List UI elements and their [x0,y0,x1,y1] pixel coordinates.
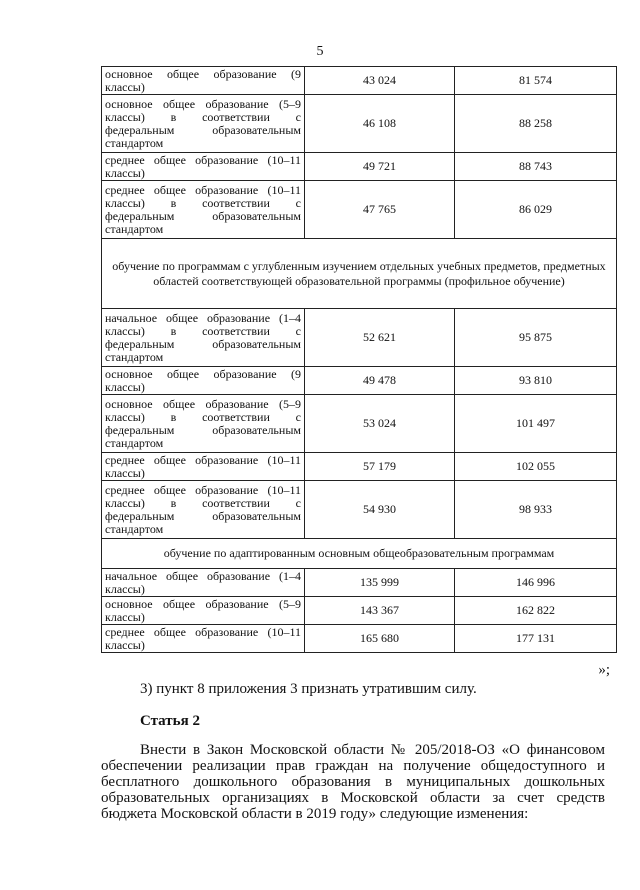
section-row [102,239,617,309]
article-heading: Статья 2 [140,713,200,729]
row-value-1: 47 765 [305,181,455,239]
table-row [102,481,617,539]
row-value-2: 162 822 [455,597,617,625]
row-value-2: 81 574 [455,67,617,95]
row-value-1: 49 721 [305,153,455,181]
row-label: среднее общее образование (10–11 классы) [102,625,305,653]
table-row [102,181,617,239]
row-label: среднее общее образование (10–11 классы) в соответствии с федеральным образовательным стандартом [102,181,305,239]
row-value-1: 53 024 [305,395,455,453]
row-value-2: 98 933 [455,481,617,539]
table-row [102,153,617,181]
row-value-2: 88 743 [455,153,617,181]
item-3-text: 3) пункт 8 приложения 3 признать утратившим силу. [140,681,477,697]
row-label: начальное общее образование (1–4 классы) в соответствии с федеральным образовательным стандартом [102,309,305,367]
row-label: среднее общее образование (10–11 классы) в соответствии с федеральным образовательным стандартом [102,481,305,539]
table-row [102,569,617,597]
row-value-1: 54 930 [305,481,455,539]
section-title-profile: обучение по программам с углубленным изучением отдельных учебных предметов, предметных областей соответствующей образовательной программы (профильное обучение) [102,239,617,309]
row-value-1: 43 024 [305,67,455,95]
article-paragraph: Внести в Закон Московской области № 205/2018-ОЗ «О финансовом обеспечении реализации прав граждан на получение общедоступного и бесплатного дошкольного образования в муниципальных дошкольных образовательных организациях в Московской области за счет средств бюджета Московской области в 2019 году» следующие изменения: [101,742,605,822]
table-row [102,67,617,95]
row-label: основное общее образование (5–9 классы) в соответствии с федеральным образовательным стандартом [102,395,305,453]
section-row [102,539,617,569]
row-label: основное общее образование (9 классы) [102,367,305,395]
row-label: основное общее образование (5–9 классы) в соответствии с федеральным образовательным стандартом [102,95,305,153]
row-value-2: 101 497 [455,395,617,453]
row-label: среднее общее образование (10–11 классы) [102,153,305,181]
table-row [102,95,617,153]
row-value-1: 135 999 [305,569,455,597]
table-row [102,367,617,395]
row-value-2: 86 029 [455,181,617,239]
row-label: среднее общее образование (10–11 классы) [102,453,305,481]
row-value-2: 95 875 [455,309,617,367]
table-row [102,309,617,367]
row-value-1: 143 367 [305,597,455,625]
table-row [102,597,617,625]
row-label: основное общее образование (9 классы) [102,67,305,95]
row-value-2: 88 258 [455,95,617,153]
row-value-1: 46 108 [305,95,455,153]
page-number: 5 [316,44,324,59]
row-label: основное общее образование (5–9 классы) [102,597,305,625]
row-value-2: 146 996 [455,569,617,597]
section-title-adapted: обучение по адаптированным основным общеобразовательным программам [102,539,617,569]
row-value-1: 165 680 [305,625,455,653]
table-row [102,625,617,653]
table-row [102,395,617,453]
table-row [102,453,617,481]
row-value-2: 102 055 [455,453,617,481]
row-value-2: 93 810 [455,367,617,395]
row-value-1: 52 621 [305,309,455,367]
row-value-1: 49 478 [305,367,455,395]
row-value-2: 177 131 [455,625,617,653]
funding-table [101,66,617,653]
row-label: начальное общее образование (1–4 классы) [102,569,305,597]
closing-quote: »; [598,662,610,678]
row-value-1: 57 179 [305,453,455,481]
